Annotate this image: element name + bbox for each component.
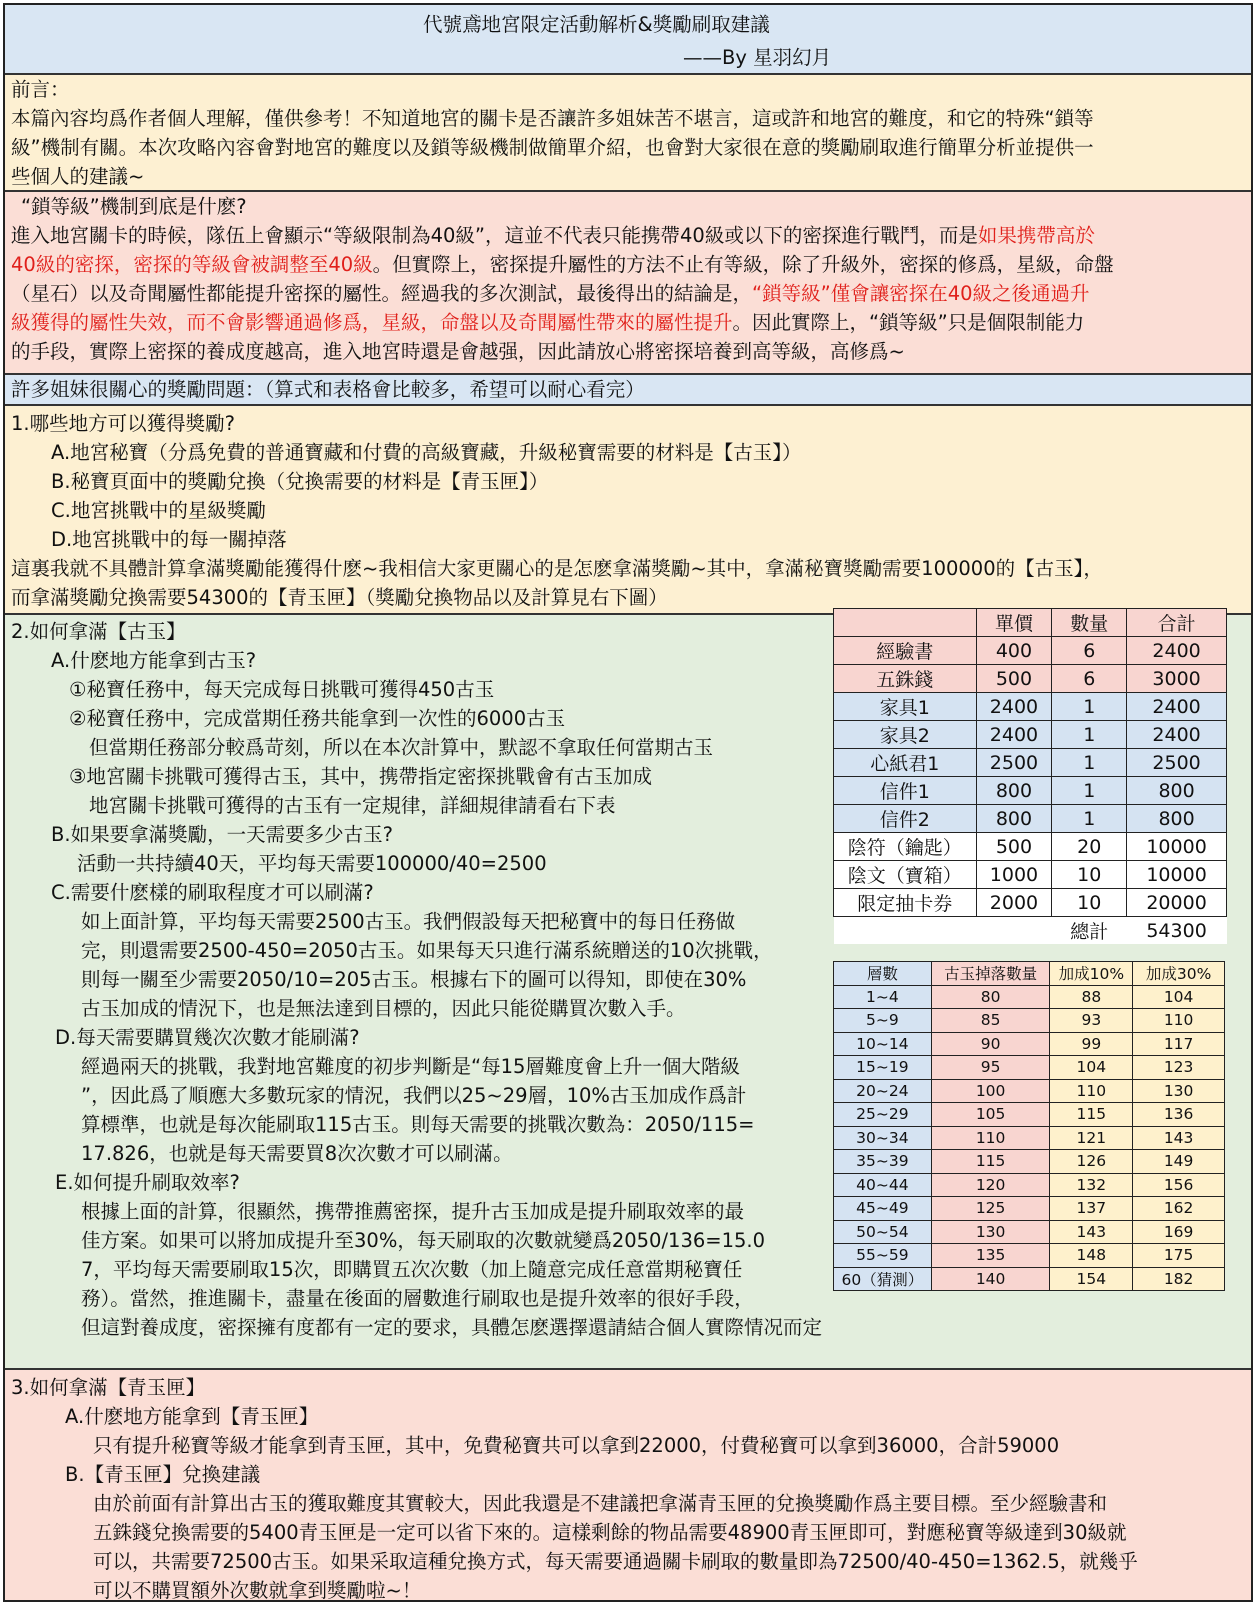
q2-subheading: B.如果要拿滿獎勵，一天需要多少古玉? bbox=[51, 823, 393, 846]
q2-text: 活動一共持續40天，平均每天需要100000/40=2500 bbox=[77, 852, 547, 875]
lock-level-section bbox=[5, 192, 1251, 375]
q1-section bbox=[5, 406, 1251, 615]
drop-table-cell: 110 bbox=[1050, 1079, 1133, 1103]
q2-text: 經過兩天的挑戰，我對地宮難度的初步判斷是“每15層難度會上升一個大階級 bbox=[81, 1055, 740, 1078]
q2-text: 如上面計算，平均每天需要2500古玉。我們假設每天把秘寶中的每日任務做 bbox=[81, 910, 736, 933]
exchange-table-cell: 500 bbox=[976, 833, 1052, 861]
drop-table-row bbox=[834, 985, 1225, 1009]
drop-table-cell: 162 bbox=[1133, 1197, 1225, 1221]
guide-document bbox=[3, 3, 1253, 1602]
q2-text: 完，則還需要2500-450=2050古玉。如果每天只進行滿系統贈送的10次挑戰， bbox=[81, 939, 773, 962]
drop-table-cell: 45~49 bbox=[834, 1197, 932, 1221]
exchange-table-cell bbox=[834, 917, 977, 945]
q3-text: 只有提升秘寶等級才能拿到青玉匣，其中，免費秘寶共可以拿到22000，付費秘寶可以拿到36000，合計59000 bbox=[93, 1434, 1060, 1457]
exchange-table-row bbox=[834, 805, 1227, 833]
q1-item: D.地宮挑戰中的每一關掉落 bbox=[51, 528, 287, 551]
exchange-table-cell: 限定抽卡券 bbox=[834, 889, 977, 917]
exchange-table-cell: 800 bbox=[1127, 805, 1227, 833]
preface-line: 些個人的建議~ bbox=[11, 165, 145, 188]
drop-table-header-cell: 加成10% bbox=[1050, 962, 1133, 986]
exchange-table-cell: 2500 bbox=[1127, 749, 1227, 777]
drop-table-cell: 175 bbox=[1133, 1244, 1225, 1268]
exchange-table-row bbox=[834, 861, 1227, 889]
drop-table-header-cell: 層數 bbox=[834, 962, 932, 986]
exchange-table-cell: 800 bbox=[1127, 777, 1227, 805]
drop-table-row bbox=[834, 1103, 1225, 1127]
drop-table-cell: 169 bbox=[1133, 1220, 1225, 1244]
drop-table-cell: 20~24 bbox=[834, 1079, 932, 1103]
q3-heading: 3.如何拿滿【青玉匣】 bbox=[11, 1376, 206, 1399]
q2-subheading: E.如何提升刷取效率? bbox=[55, 1171, 240, 1194]
exchange-table-cell: 400 bbox=[976, 637, 1052, 665]
exchange-table-cell: 500 bbox=[976, 665, 1052, 693]
drop-table-cell: 154 bbox=[1050, 1267, 1133, 1291]
exchange-table-cell: 陰文（寶箱） bbox=[834, 861, 977, 889]
drop-table-cell: 40~44 bbox=[834, 1173, 932, 1197]
q2-text: ②秘寶任務中，完成當期任務共能拿到一次性的6000古玉 bbox=[69, 707, 566, 730]
q1-item: B.秘寶頁面中的獎勵兌換（兌換需要的材料是【青玉匣】） bbox=[51, 470, 549, 493]
drop-table-cell: 117 bbox=[1133, 1032, 1225, 1056]
drop-table-cell: 99 bbox=[1050, 1032, 1133, 1056]
exchange-table-row bbox=[834, 665, 1227, 693]
exchange-table-cell: 心紙君1 bbox=[834, 749, 977, 777]
drop-table-cell: 50~54 bbox=[834, 1220, 932, 1244]
q1-item: A.地宮秘寶（分爲免費的普通寶藏和付費的高級寶藏，升級秘寶需要的材料是【古玉】） bbox=[51, 441, 802, 464]
lock-line: 的手段，實際上密探的養成度越高，進入地宮時還是會越强，因此請放心將密探培養到高等級，高修爲~ bbox=[11, 340, 905, 363]
exchange-table-row bbox=[834, 777, 1227, 805]
q2-text: 但這對養成度，密探擁有度都有一定的要求，具體怎麽選擇還請結合個人實際情况而定 bbox=[81, 1316, 823, 1339]
drop-table-cell: 148 bbox=[1050, 1244, 1133, 1268]
q2-text: ”，因此爲了順應大多數玩家的情況，我們以25~29層，10%古玉加成作爲計 bbox=[81, 1084, 747, 1107]
lock-line: （星石）以及奇聞屬性都能提升密探的屬性。經過我的多次測試，最後得出的結論是，“鎖等級”僅會讓密探在40級之後通過升 bbox=[11, 282, 1090, 305]
lock-heading: “鎖等級”機制到底是什麽? bbox=[21, 195, 247, 218]
q3-text: 可以不購買額外次數就拿到獎勵啦~！ bbox=[93, 1579, 422, 1602]
exchange-table-header-cell bbox=[834, 609, 977, 637]
q3-section bbox=[5, 1370, 1251, 1602]
title-section bbox=[5, 5, 1251, 75]
drop-table-cell: 95 bbox=[931, 1056, 1050, 1080]
q2-subheading: D.每天需要購買幾次次數才能刷滿? bbox=[55, 1026, 360, 1049]
drop-table-cell: 1~4 bbox=[834, 985, 932, 1009]
drop-table-row bbox=[834, 1244, 1225, 1268]
drop-table-cell: 90 bbox=[931, 1032, 1050, 1056]
drop-table-cell: 60（猜測） bbox=[834, 1267, 932, 1291]
rewards-intro: 許多姐妹很關心的獎勵問題：（算式和表格會比較多，希望可以耐心看完） bbox=[11, 378, 645, 401]
drop-table-cell: 85 bbox=[931, 1009, 1050, 1033]
drop-table-row bbox=[834, 1126, 1225, 1150]
drop-table-cell: 123 bbox=[1133, 1056, 1225, 1080]
exchange-total-value: 54300 bbox=[1127, 917, 1227, 945]
exchange-table-header-cell: 數量 bbox=[1052, 609, 1127, 637]
drop-table-row bbox=[834, 1220, 1225, 1244]
drop-table-cell: 115 bbox=[1050, 1103, 1133, 1127]
exchange-table-cell: 20000 bbox=[1127, 889, 1227, 917]
q2-text: 算標準，也就是每次能刷取115古玉。則每天需要的挑戰次數為：2050/115= bbox=[81, 1113, 755, 1136]
q3-text: 由於前面有計算出古玉的獲取難度其實較大，因此我還是不建議把拿滿青玉匣的兌換獎勵作爲主要目標。至少經驗書和 bbox=[93, 1492, 1108, 1515]
exchange-table-cell: 2400 bbox=[976, 693, 1052, 721]
preface-section bbox=[5, 75, 1251, 192]
drop-table-row bbox=[834, 1150, 1225, 1174]
q2-text: 古玉加成的情況下，也是無法達到目標的，因此只能從購買次數入手。 bbox=[81, 997, 686, 1020]
exchange-table-cell: 10000 bbox=[1127, 833, 1227, 861]
drop-table-cell: 88 bbox=[1050, 985, 1133, 1009]
q3-subheading: A.什麽地方能拿到【青玉匣】 bbox=[65, 1405, 319, 1428]
exchange-table-cell: 1 bbox=[1052, 777, 1127, 805]
author-byline: ——By 星羽幻月 bbox=[683, 46, 832, 69]
exchange-table-cell: 10 bbox=[1052, 889, 1127, 917]
drop-table-header-row bbox=[834, 962, 1225, 986]
drop-table-header-cell: 加成30% bbox=[1133, 962, 1225, 986]
q2-text: 地宮關卡挑戰可獲得的古玉有一定規律，詳細規律請看右下表 bbox=[89, 794, 616, 817]
drop-table-cell: 149 bbox=[1133, 1150, 1225, 1174]
drop-table-row bbox=[834, 1173, 1225, 1197]
exchange-table-cell: 1 bbox=[1052, 749, 1127, 777]
exchange-table-cell: 6 bbox=[1052, 637, 1127, 665]
exchange-table-row bbox=[834, 693, 1227, 721]
drop-table-row bbox=[834, 1267, 1225, 1291]
drop-table-cell: 110 bbox=[1133, 1009, 1225, 1033]
drop-table bbox=[833, 961, 1225, 1291]
exchange-table-cell: 信件2 bbox=[834, 805, 977, 833]
q3-text: 可以，共需要72500古玉。如果采取這種兌換方式，每天需要通過關卡刷取的數量即為72500/40-450=1362.5，就幾乎 bbox=[93, 1550, 1138, 1573]
drop-table-cell: 80 bbox=[931, 985, 1050, 1009]
q2-subheading: C.需要什麽樣的刷取程度才可以刷滿? bbox=[51, 881, 374, 904]
preface-line: 級”機制有關。本次攻略內容會對地宮的難度以及鎖等級機制做簡單介紹，也會對大家很在意的獎勵刷取進行簡單分析並提供一 bbox=[11, 136, 1094, 159]
drop-table-cell: 125 bbox=[931, 1197, 1050, 1221]
exchange-table-cell: 信件1 bbox=[834, 777, 977, 805]
exchange-table-header-row bbox=[834, 609, 1227, 637]
drop-table-cell: 140 bbox=[931, 1267, 1050, 1291]
q2-text: 則每一關至少需要2050/10=205古玉。根據右下的圖可以得知，即使在30% bbox=[81, 968, 747, 991]
drop-table-header-cell: 古玉掉落數量 bbox=[931, 962, 1050, 986]
drop-table-cell: 143 bbox=[1050, 1220, 1133, 1244]
exchange-table-cell: 3000 bbox=[1127, 665, 1227, 693]
drop-table-cell: 25~29 bbox=[834, 1103, 932, 1127]
preface-heading: 前言： bbox=[11, 78, 70, 101]
exchange-table-row bbox=[834, 889, 1227, 917]
preface-line: 本篇內容均爲作者個人理解，僅供參考！不知道地宮的關卡是否讓許多姐妹苦不堪言，這或許和地宮的難度，和它的特殊“鎖等 bbox=[11, 107, 1094, 130]
exchange-table-row bbox=[834, 749, 1227, 777]
q2-section bbox=[5, 615, 1251, 1370]
exchange-table-cell: 10000 bbox=[1127, 861, 1227, 889]
q3-subheading: B.【青玉匣】兌換建議 bbox=[65, 1463, 261, 1486]
drop-table-cell: 121 bbox=[1050, 1126, 1133, 1150]
drop-table-cell: 156 bbox=[1133, 1173, 1225, 1197]
exchange-table-cell: 2400 bbox=[976, 721, 1052, 749]
page-title: 代號鳶地宮限定活動解析&獎勵刷取建議 bbox=[423, 13, 770, 36]
q2-text: ①秘寶任務中，每天完成每日挑戰可獲得450古玉 bbox=[69, 678, 495, 701]
exchange-table-cell: 五銖錢 bbox=[834, 665, 977, 693]
q1-heading: 1.哪些地方可以獲得獎勵? bbox=[11, 412, 235, 435]
drop-table-cell: 5~9 bbox=[834, 1009, 932, 1033]
drop-table-cell: 115 bbox=[931, 1150, 1050, 1174]
drop-table-cell: 137 bbox=[1050, 1197, 1133, 1221]
drop-table-cell: 132 bbox=[1050, 1173, 1133, 1197]
q2-text: 但當期任務部分較爲苛刻，所以在本次計算中，默認不拿取任何當期古玉 bbox=[89, 736, 714, 759]
drop-table-cell: 100 bbox=[931, 1079, 1050, 1103]
exchange-table-cell: 6 bbox=[1052, 665, 1127, 693]
exchange-table-row bbox=[834, 637, 1227, 665]
q1-item: C.地宮挑戰中的星級獎勵 bbox=[51, 499, 266, 522]
q1-summary: 而拿滿獎勵兌換需要54300的【青玉匣】（獎勵兌換物品以及計算見右下圖） bbox=[11, 586, 668, 609]
exchange-table-cell: 20 bbox=[1052, 833, 1127, 861]
exchange-table-row bbox=[834, 833, 1227, 861]
exchange-table-row bbox=[834, 721, 1227, 749]
q2-text: 根據上面的計算，很顯然，携帶推薦密探，提升古玉加成是提升刷取效率的最 bbox=[81, 1200, 745, 1223]
exchange-table-cell: 1000 bbox=[976, 861, 1052, 889]
drop-table-cell: 110 bbox=[931, 1126, 1050, 1150]
exchange-table-header-cell: 合計 bbox=[1127, 609, 1227, 637]
drop-table-cell: 104 bbox=[1133, 985, 1225, 1009]
drop-table-row bbox=[834, 1009, 1225, 1033]
exchange-table-cell: 2400 bbox=[1127, 637, 1227, 665]
exchange-table-cell: 800 bbox=[976, 805, 1052, 833]
q1-summary: 這裏我就不具體計算拿滿獎勵能獲得什麽~我相信大家更關心的是怎麽拿滿獎勵~其中，拿滿秘寶獎勵需要100000的【古玉】， bbox=[11, 557, 1103, 580]
lock-line: 40級的密探，密探的等級會被調整至40級。但實際上，密探提升屬性的方法不止有等級，除了升級外，密探的修爲，星級，命盤 bbox=[11, 253, 1114, 276]
exchange-table-cell: 2500 bbox=[976, 749, 1052, 777]
drop-table-cell: 126 bbox=[1050, 1150, 1133, 1174]
drop-table-cell: 30~34 bbox=[834, 1126, 932, 1150]
drop-table-cell: 55~59 bbox=[834, 1244, 932, 1268]
drop-table-row bbox=[834, 1197, 1225, 1221]
q2-text: 佳方案。如果可以將加成提升至30%，每天刷取的次數就變爲2050/136=15.0 bbox=[81, 1229, 766, 1252]
drop-table-cell: 130 bbox=[931, 1220, 1050, 1244]
lock-line: 級獲得的屬性失效，而不會影響通過修爲，星級，命盤以及奇聞屬性帶來的屬性提升。因此實際上，“鎖等級”只是個限制能力 bbox=[11, 311, 1085, 334]
exchange-table-cell: 家具1 bbox=[834, 693, 977, 721]
drop-table-cell: 93 bbox=[1050, 1009, 1133, 1033]
drop-table-cell: 136 bbox=[1133, 1103, 1225, 1127]
exchange-table-cell: 800 bbox=[976, 777, 1052, 805]
drop-table-cell: 120 bbox=[931, 1173, 1050, 1197]
q2-text: 務）。當然，推進關卡，盡量在後面的層數進行刷取也是提升效率的很好手段， bbox=[81, 1287, 754, 1310]
drop-table-cell: 10~14 bbox=[834, 1032, 932, 1056]
drop-table-cell: 182 bbox=[1133, 1267, 1225, 1291]
drop-table-row bbox=[834, 1032, 1225, 1056]
exchange-table-total-row bbox=[834, 917, 1227, 945]
q2-text: 17.826，也就是每天需要買8次次數才可以刷滿。 bbox=[81, 1142, 513, 1165]
drop-table-cell: 130 bbox=[1133, 1079, 1225, 1103]
exchange-table-cell: 2000 bbox=[976, 889, 1052, 917]
exchange-table-cell: 2400 bbox=[1127, 693, 1227, 721]
exchange-table bbox=[833, 608, 1227, 944]
drop-table-cell: 35~39 bbox=[834, 1150, 932, 1174]
exchange-table-cell: 1 bbox=[1052, 721, 1127, 749]
q2-subheading: A.什麽地方能拿到古玉? bbox=[51, 649, 257, 672]
exchange-table-cell: 10 bbox=[1052, 861, 1127, 889]
drop-table-row bbox=[834, 1079, 1225, 1103]
drop-table-row bbox=[834, 1056, 1225, 1080]
exchange-table-cell bbox=[976, 917, 1052, 945]
drop-table-cell: 105 bbox=[931, 1103, 1050, 1127]
exchange-table-header-cell: 單價 bbox=[976, 609, 1052, 637]
drop-table-cell: 143 bbox=[1133, 1126, 1225, 1150]
exchange-table-cell: 家具2 bbox=[834, 721, 977, 749]
exchange-table-cell: 1 bbox=[1052, 805, 1127, 833]
drop-table-cell: 104 bbox=[1050, 1056, 1133, 1080]
rewards-intro-section bbox=[5, 375, 1251, 406]
drop-table-cell: 15~19 bbox=[834, 1056, 932, 1080]
exchange-table-cell: 1 bbox=[1052, 693, 1127, 721]
q3-text: 五銖錢兌換需要的5400青玉匣是一定可以省下來的。這樣剩餘的物品需要48900青玉匣即可，對應秘寶等級達到30級就 bbox=[93, 1521, 1127, 1544]
q2-text: ③地宮關卡挑戰可獲得古玉，其中，携帶指定密探挑戰會有古玉加成 bbox=[69, 765, 652, 788]
drop-table-cell: 135 bbox=[931, 1244, 1050, 1268]
q2-text: 7，平均每天需要刷取15次，即購買五次次數（加上隨意完成任意當期秘寶任 bbox=[81, 1258, 743, 1281]
exchange-total-label: 總計 bbox=[1052, 917, 1127, 945]
lock-line: 進入地宮關卡的時候，隊伍上會顯示“等級限制為40級”，這並不代表只能携帶40級或以下的密探進行戰鬥，而是如果携帶高於 bbox=[11, 224, 1095, 247]
exchange-table-cell: 陰符（鑰匙） bbox=[834, 833, 977, 861]
exchange-table-cell: 經驗書 bbox=[834, 637, 977, 665]
q2-heading: 2.如何拿滿【古玉】 bbox=[11, 620, 186, 643]
exchange-table-cell: 2400 bbox=[1127, 721, 1227, 749]
